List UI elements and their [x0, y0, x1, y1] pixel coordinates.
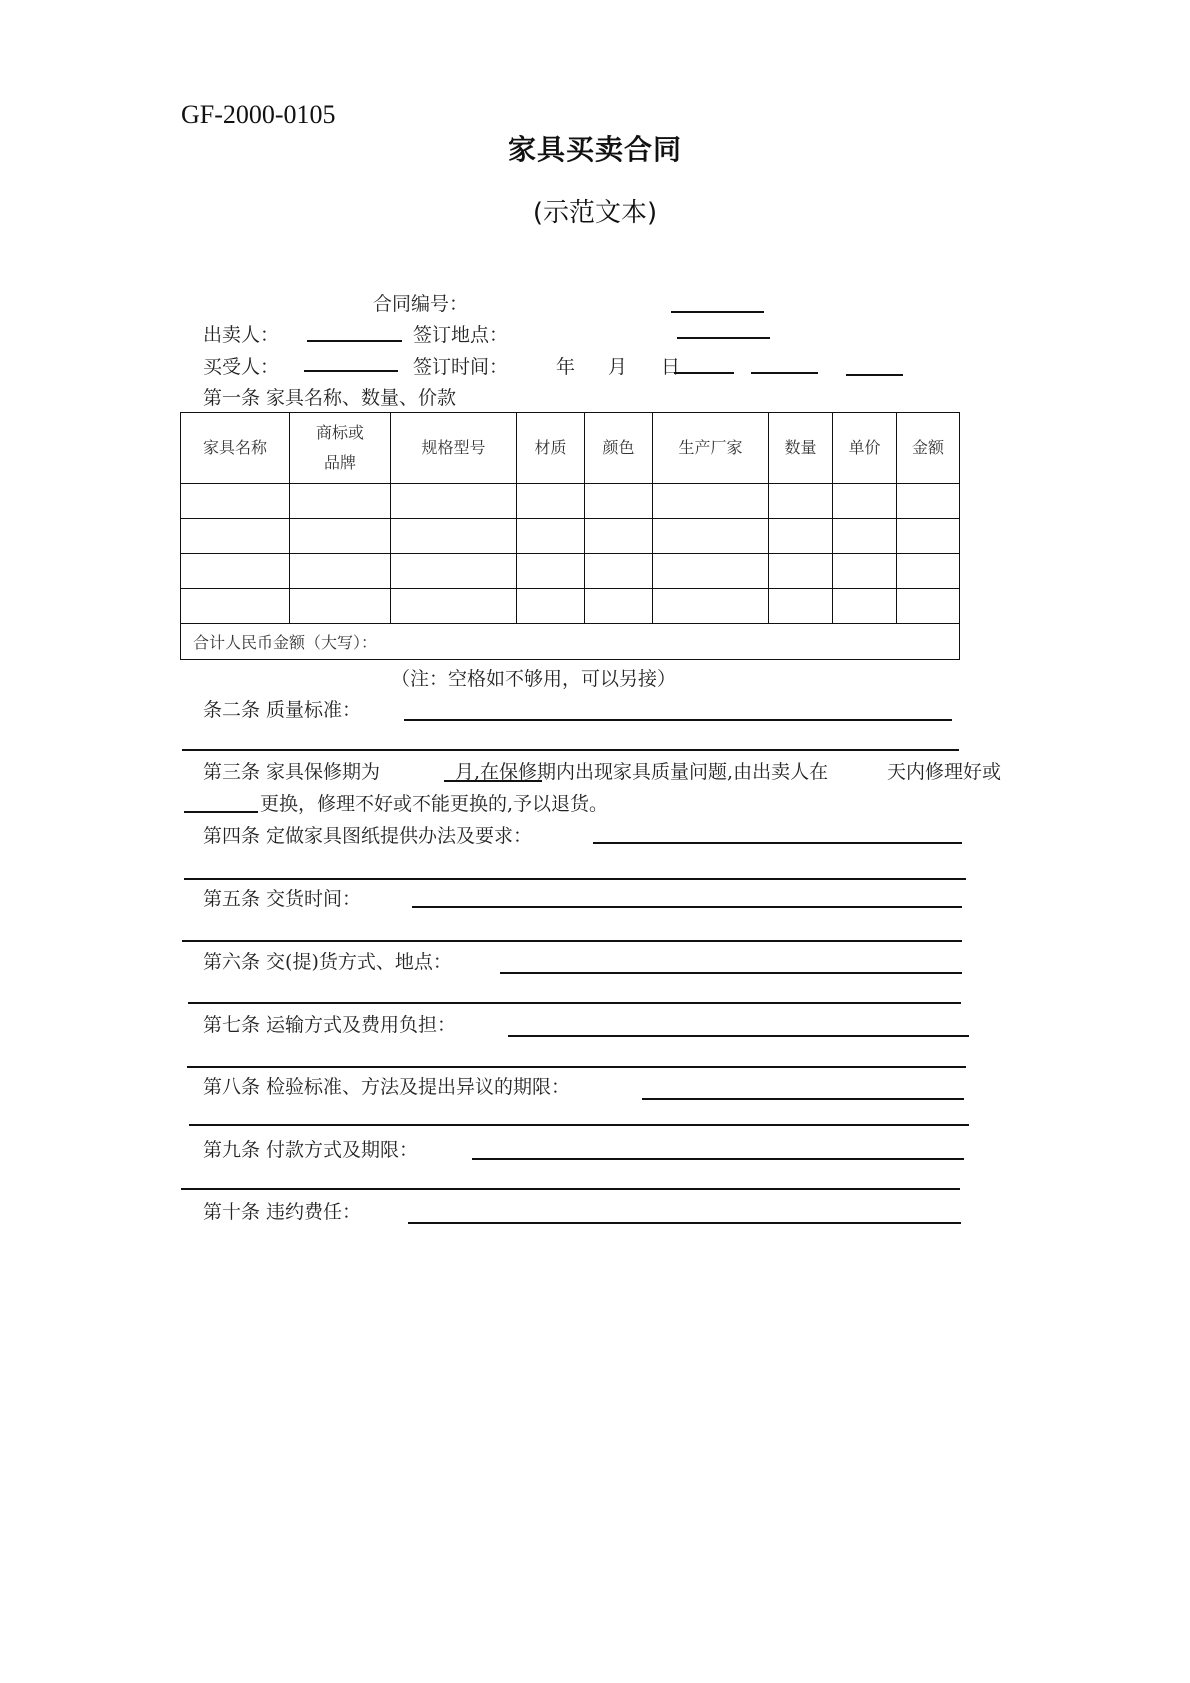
- table-header-row: [181, 413, 960, 484]
- sign-time-label: 签订时间：: [413, 356, 509, 378]
- table-cell[interactable]: [391, 589, 517, 624]
- table-cell[interactable]: [897, 519, 960, 554]
- table-note: （注：空格如不够用，可以另接）: [391, 668, 677, 690]
- buyer-field[interactable]: [304, 370, 398, 372]
- article-10-field[interactable]: [408, 1222, 961, 1224]
- article-8-field[interactable]: [642, 1098, 964, 1100]
- article-2-label: 条二条 质量标准：: [203, 699, 362, 721]
- article-2-field[interactable]: [404, 719, 952, 721]
- total-amount-label: 合计人民币金额（大写）：: [193, 633, 378, 652]
- col-amount: 金额: [897, 413, 960, 484]
- table-cell[interactable]: [290, 484, 391, 519]
- table-cell[interactable]: [769, 589, 833, 624]
- article-8-field-line2[interactable]: [189, 1124, 969, 1126]
- article-10-label: 第十条 违约费任：: [203, 1201, 362, 1223]
- col-material: 材质: [517, 413, 585, 484]
- table-cell[interactable]: [585, 519, 653, 554]
- article-9-field[interactable]: [472, 1158, 964, 1160]
- table-cell[interactable]: [391, 519, 517, 554]
- table-cell[interactable]: [653, 519, 769, 554]
- total-amount-cell[interactable]: [181, 624, 960, 660]
- article-1-heading: 第一条 家具名称、数量、价款: [203, 387, 457, 409]
- document-subtitle: (示范文本): [532, 198, 658, 228]
- table-cell[interactable]: [833, 554, 897, 589]
- table-row: [181, 554, 960, 589]
- furniture-table: [180, 412, 960, 660]
- table-cell[interactable]: [653, 484, 769, 519]
- col-quantity: 数量: [769, 413, 833, 484]
- seller-field[interactable]: [307, 340, 402, 342]
- table-total-row: [181, 624, 960, 660]
- article-5-label: 第五条 交货时间：: [203, 888, 362, 910]
- col-brand-line2: 品牌: [323, 453, 356, 472]
- table-cell[interactable]: [585, 589, 653, 624]
- col-color: 颜色: [585, 413, 653, 484]
- table-cell[interactable]: [517, 554, 585, 589]
- table-cell[interactable]: [897, 554, 960, 589]
- table-cell[interactable]: [181, 519, 290, 554]
- article-7-field[interactable]: [508, 1035, 969, 1037]
- sign-date-field-1[interactable]: [674, 372, 734, 374]
- table-cell[interactable]: [517, 484, 585, 519]
- article-5-field-line2[interactable]: [182, 940, 962, 942]
- article-3-text-tail: 天内修理好或: [887, 761, 1002, 783]
- col-spec-model: 规格型号: [391, 413, 517, 484]
- table-cell[interactable]: [769, 519, 833, 554]
- article-5-field[interactable]: [412, 906, 962, 908]
- buyer-label: 买受人：: [203, 356, 280, 378]
- table-cell[interactable]: [833, 484, 897, 519]
- sign-place-label: 签订地点：: [413, 324, 509, 346]
- table-cell[interactable]: [290, 554, 391, 589]
- table-cell[interactable]: [833, 519, 897, 554]
- document-title: 家具买卖合同: [507, 133, 682, 166]
- table-row: [181, 519, 960, 554]
- article-3-label: 第三条 家具保修期为: [203, 761, 381, 783]
- table-cell[interactable]: [897, 589, 960, 624]
- table-cell[interactable]: [585, 554, 653, 589]
- table-cell[interactable]: [585, 484, 653, 519]
- col-furniture-name: 家具名称: [181, 413, 290, 484]
- table-cell[interactable]: [391, 484, 517, 519]
- table-row: [181, 589, 960, 624]
- table-cell[interactable]: [653, 554, 769, 589]
- contract-number-field[interactable]: [671, 311, 764, 313]
- article-6-field-line2[interactable]: [188, 1002, 961, 1004]
- document-code: GF-2000-0105: [181, 100, 336, 129]
- table-cell[interactable]: [290, 519, 391, 554]
- table-cell[interactable]: [517, 589, 585, 624]
- col-brand-line1: 商标或: [315, 423, 364, 442]
- repair-days-field[interactable]: [184, 811, 258, 813]
- table-cell[interactable]: [653, 589, 769, 624]
- article-6-field[interactable]: [500, 972, 962, 974]
- article-4-label: 第四条 定做家具图纸提供办法及要求：: [203, 825, 533, 847]
- article-9-label: 第九条 付款方式及期限：: [203, 1139, 419, 1161]
- sign-date-field-2[interactable]: [751, 372, 818, 374]
- month-label: 月: [608, 356, 628, 378]
- table-row: [181, 484, 960, 519]
- table-cell[interactable]: [391, 554, 517, 589]
- table-cell[interactable]: [181, 554, 290, 589]
- table-cell[interactable]: [181, 484, 290, 519]
- article-9-field-line2[interactable]: [181, 1188, 960, 1190]
- article-4-field[interactable]: [593, 842, 962, 844]
- article-2-field-line2[interactable]: [182, 749, 959, 751]
- table-cell[interactable]: [517, 519, 585, 554]
- col-unit-price: 单价: [833, 413, 897, 484]
- day-label: 日: [661, 356, 681, 378]
- table-cell[interactable]: [290, 589, 391, 624]
- table-cell[interactable]: [769, 554, 833, 589]
- article-7-label: 第七条 运输方式及费用负担：: [203, 1014, 457, 1036]
- seller-label: 出卖人：: [203, 324, 280, 346]
- table-cell[interactable]: [897, 484, 960, 519]
- year-label: 年: [556, 356, 576, 378]
- article-7-field-line2[interactable]: [187, 1066, 966, 1068]
- sign-date-field-3[interactable]: [846, 374, 903, 376]
- sign-place-field[interactable]: [677, 337, 770, 339]
- article-3-line2: 更换，修理不好或不能更换的,予以退货。: [260, 793, 609, 815]
- table-cell[interactable]: [181, 589, 290, 624]
- article-3-text-mid: 月,在保修期内出现家具质量问题,由出卖人在: [455, 761, 829, 783]
- col-brand: [290, 413, 391, 484]
- table-cell[interactable]: [769, 484, 833, 519]
- article-8-label: 第八条 检验标准、方法及提出异议的期限：: [203, 1076, 571, 1098]
- table-cell[interactable]: [833, 589, 897, 624]
- contract-number-label: 合同编号：: [373, 293, 469, 315]
- article-6-label: 第六条 交(提)货方式、地点：: [203, 951, 452, 973]
- article-4-field-line2[interactable]: [184, 878, 966, 880]
- col-manufacturer: 生产厂家: [653, 413, 769, 484]
